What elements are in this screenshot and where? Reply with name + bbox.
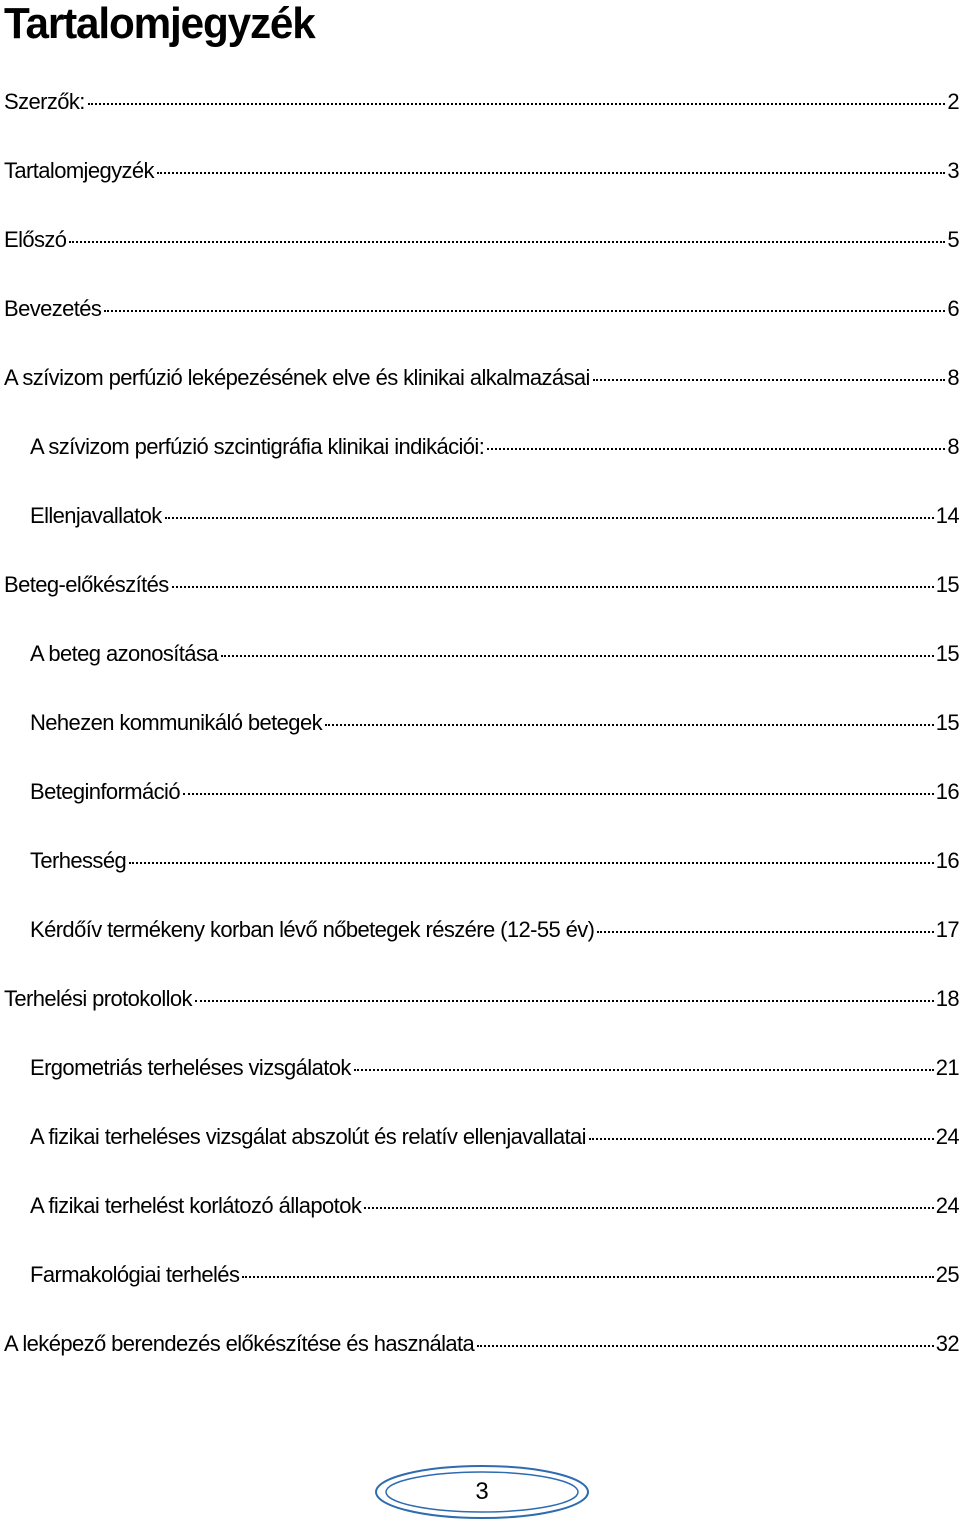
toc-dot-leader xyxy=(104,310,945,312)
toc-entry[interactable] xyxy=(30,1192,960,1220)
toc-dot-leader xyxy=(597,931,933,933)
toc-dot-leader xyxy=(364,1207,933,1209)
toc-entry-label: Terhesség xyxy=(30,848,127,873)
toc-entry[interactable] xyxy=(30,1261,960,1289)
toc-entry-label: Szerzők: xyxy=(4,89,85,114)
toc-dot-leader xyxy=(165,517,934,519)
toc-entry-label: Farmakológiai terhelés xyxy=(30,1262,240,1287)
toc-entry-page: 2 xyxy=(947,89,959,114)
toc-entry-page: 8 xyxy=(947,365,959,390)
toc-entry-label: A fizikai terheléses vizsgálat abszolút és relatív ellenjavallatai xyxy=(30,1124,586,1149)
page-title: Tartalomjegyzék xyxy=(4,0,315,48)
toc-entry-page: 16 xyxy=(935,779,959,804)
toc-entry-page: 14 xyxy=(935,503,959,528)
toc-dot-leader xyxy=(221,655,934,657)
page-number-badge xyxy=(374,1464,590,1520)
toc-entry-page: 17 xyxy=(935,917,959,942)
toc-dot-leader xyxy=(69,241,945,243)
toc-entry-label: A szívizom perfúzió szcintigráfia klinikai indikációi: xyxy=(30,434,485,459)
toc-dot-leader xyxy=(129,862,934,864)
toc-dot-leader xyxy=(477,1345,934,1347)
toc-entry[interactable] xyxy=(30,433,960,461)
toc-dot-leader xyxy=(242,1276,933,1278)
toc-entry[interactable] xyxy=(4,226,960,254)
toc-entry-label: A beteg azonosítása xyxy=(30,641,218,666)
toc-dot-leader xyxy=(183,793,934,795)
toc-entry-label: Ellenjavallatok xyxy=(30,503,162,528)
toc-entry-label: Előszó xyxy=(4,227,67,252)
toc-entry[interactable] xyxy=(30,640,960,668)
page-number: 3 xyxy=(475,1478,489,1505)
toc-entry[interactable] xyxy=(4,1330,960,1358)
toc-entry-page: 24 xyxy=(935,1193,959,1218)
toc-entry[interactable] xyxy=(4,157,960,185)
toc-entry[interactable] xyxy=(30,1123,960,1151)
toc-entry-page: 21 xyxy=(935,1055,959,1080)
toc-entry-page: 6 xyxy=(947,296,959,321)
toc-entry-label: A fizikai terhelést korlátozó állapotok xyxy=(30,1193,362,1218)
toc-entry-page: 18 xyxy=(935,986,959,1011)
toc-entry-page: 25 xyxy=(935,1262,959,1287)
toc-entry-page: 5 xyxy=(947,227,959,252)
toc-dot-leader xyxy=(195,1000,934,1002)
toc-dot-leader xyxy=(487,448,945,450)
toc-entry[interactable] xyxy=(30,916,960,944)
toc-entry-label: Tartalomjegyzék xyxy=(4,158,154,183)
toc-entry[interactable] xyxy=(30,1054,960,1082)
toc-entry[interactable] xyxy=(30,847,960,875)
toc-entry-page: 8 xyxy=(947,434,959,459)
toc-dot-leader xyxy=(354,1069,934,1071)
toc-entry-page: 3 xyxy=(947,158,959,183)
toc-entry-label: A szívizom perfúzió leképezésének elve és klinikai alkalmazásai xyxy=(4,365,590,390)
toc-dot-leader xyxy=(88,103,946,105)
toc-entry-page: 15 xyxy=(935,710,959,735)
toc-dot-leader xyxy=(157,172,945,174)
toc-entry[interactable] xyxy=(30,778,960,806)
toc-entry-page: 15 xyxy=(935,641,959,666)
toc-entry-page: 32 xyxy=(935,1331,959,1356)
toc-dot-leader xyxy=(589,1138,934,1140)
toc-entry-label: Bevezetés xyxy=(4,296,102,321)
toc-entry-label: Nehezen kommunikáló betegek xyxy=(30,710,322,735)
toc-entry[interactable] xyxy=(4,295,960,323)
toc-entry-page: 16 xyxy=(935,848,959,873)
toc-entry[interactable] xyxy=(30,709,960,737)
toc-entry-label: Beteginformáció xyxy=(30,779,180,804)
toc-dot-leader xyxy=(172,586,934,588)
toc-entry[interactable] xyxy=(4,571,960,599)
toc-entry[interactable] xyxy=(4,364,960,392)
toc-entry[interactable] xyxy=(30,502,960,530)
toc-entry-label: Kérdőív termékeny korban lévő nőbetegek részére (12-55 év) xyxy=(30,917,595,942)
toc-entry-page: 24 xyxy=(935,1124,959,1149)
toc-entry[interactable] xyxy=(4,88,960,116)
toc-entry-label: Terhelési protokollok xyxy=(4,986,192,1011)
toc-entry-label: Beteg-előkészítés xyxy=(4,572,169,597)
toc-dot-leader xyxy=(593,379,946,381)
toc-entry-label: Ergometriás terheléses vizsgálatok xyxy=(30,1055,351,1080)
toc-dot-leader xyxy=(325,724,934,726)
toc-entry[interactable] xyxy=(4,985,960,1013)
toc-entry-label: A leképező berendezés előkészítése és használata xyxy=(4,1331,475,1356)
toc-entry-page: 15 xyxy=(935,572,959,597)
